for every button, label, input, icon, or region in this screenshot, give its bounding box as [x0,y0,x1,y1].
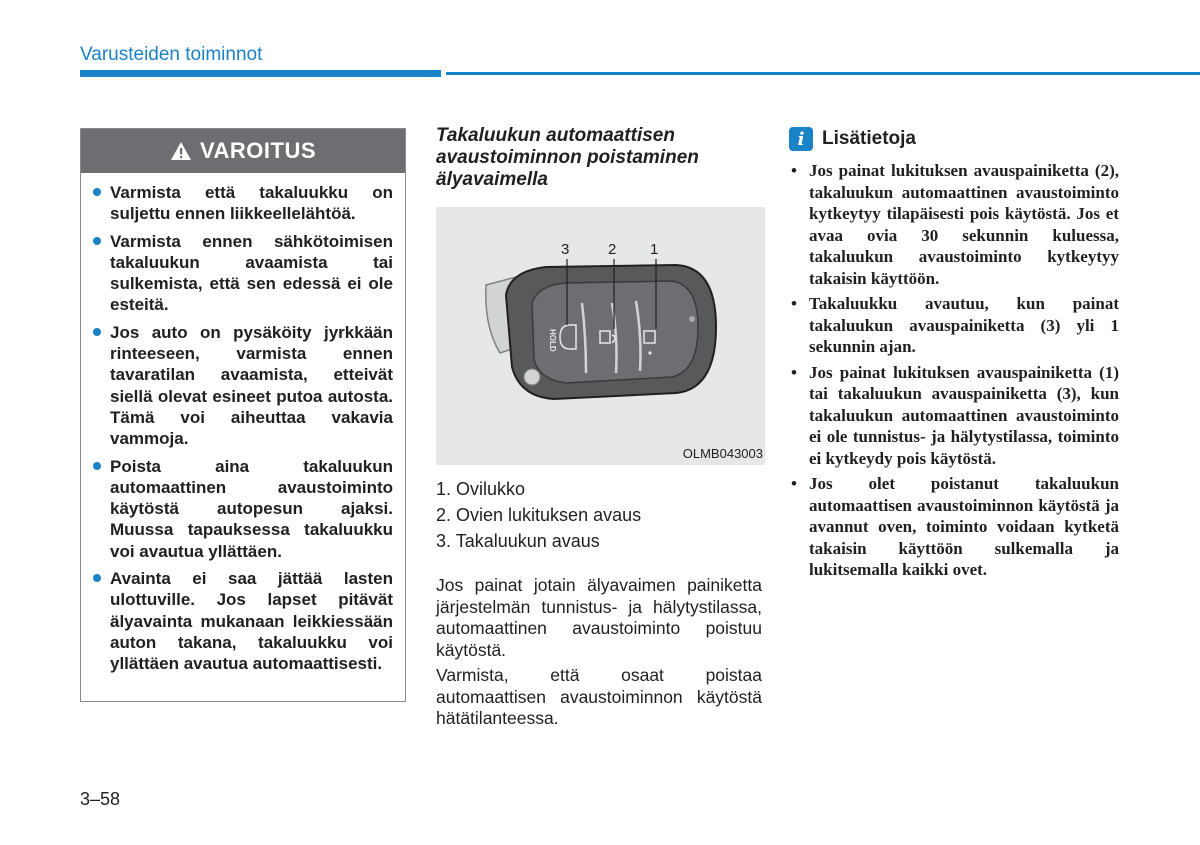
legend-item: 2. Ovien lukituksen avaus [436,505,642,525]
info-list [789,160,1119,585]
warning-item: Varmista ennen sähkötoimisen takaluukun avaamista tai sulkemista, että sen edessä ei ole esteitä. [93,231,393,316]
info-item: • Jos olet poistanut takaluukun automaattisen avaustoiminnon käytöstä ja avannut oven, toiminto voidaan kytketä takaisin käyttöön sulkemalla ja lukitsemalla kaikki ovet. [791,474,1119,579]
body-paragraph: Jos painat jotain älyavaimen painiketta järjestelmän tunnistus- ja hälytystilassa, automaattinen avaustoiminto poistuu käytöstä. [436,575,762,660]
header-rule-thick [80,70,441,77]
bullet-dot-icon [93,328,101,336]
legend-item: 1. Ovilukko [436,479,526,499]
warning-triangle-icon [170,141,192,161]
info-item: • Jos painat lukituksen avauspainiketta (2), takaluukun automaattinen avaustoiminto kytkeytyy tilapäisesti pois käytöstä. Jos et avaa ovia 30 sekunnin kuluessa, takaluukun avaustoiminto kytkeytyy takaisin käyttöön. [791,161,1119,288]
legend-item: 3. Takaluukun avaus [436,531,600,551]
bullet-dot-icon [93,462,101,470]
callout-3: 3 [561,241,570,258]
warning-list [81,173,405,675]
warning-title: VAROITUS [199,138,317,163]
callout-2: 2 [608,241,617,258]
info-item: • Takaluukku avautuu, kun painat takaluukun avauspainiketta (3) yli 1 sekunnin ajan. [791,294,1119,356]
info-icon: i [789,127,813,151]
body-paragraph: Varmista, että osaat poistaa automaattisen avaustoiminnon käytöstä hätätilanteessa. [436,665,762,728]
warning-item: Varmista että takaluukku on suljettu ennen liikkeellelähtöä. [93,182,393,225]
warning-item: Jos auto on pysäköity jyrkkään rinteeseen, varmista ennen tavaratilan avaamista, etteivät siellä olevat esineet putoa autosta. Tämä voi aiheuttaa vakavia vammoja. [93,322,393,450]
warning-item: Poista aina takaluukun automaattinen avaustoiminto käytöstä autopesun ajaksi. Muussa tapauksessa takaluukku voi avautua yllättäen. [93,456,393,562]
warning-item: Avainta ei saa jättää lasten ulottuville. Jos lapset pitävät älyavainta mukanaan leikkiessään auton takana, takaluukku voi yllättäen avautua automaattisesti. [93,568,393,674]
warning-header [81,129,405,173]
info-title: Lisätietoja [822,128,916,149]
smart-key-figure [436,207,765,465]
figure-legend [436,476,641,554]
figure-code: OLMB043003 [682,446,763,461]
header-rule-thin [446,72,1200,75]
bullet-dot-icon [93,237,101,245]
info-heading [789,127,916,151]
warning-box [80,128,406,702]
bullet-dot-icon [93,188,101,196]
bullet-dot-icon [93,574,101,582]
callout-1: 1 [650,241,659,258]
section-title: Varusteiden toiminnot [80,44,263,65]
smart-key-illustration [436,207,765,465]
hold-label: HOLD [548,329,557,352]
page-number: 3–58 [80,789,121,809]
info-item: • Jos painat lukituksen avauspainiketta (1) tai takaluukun avauspainiketta (3), kun takaluukun automaattinen avaustoiminto ei ole tunnistus- ja hälytystilassa, toiminto ei kytkeydy pois käytöstä. [791,362,1119,468]
subsection-heading: Takaluukun automaattisen avaustoiminnon poistaminen älyavaimella [436,125,699,190]
